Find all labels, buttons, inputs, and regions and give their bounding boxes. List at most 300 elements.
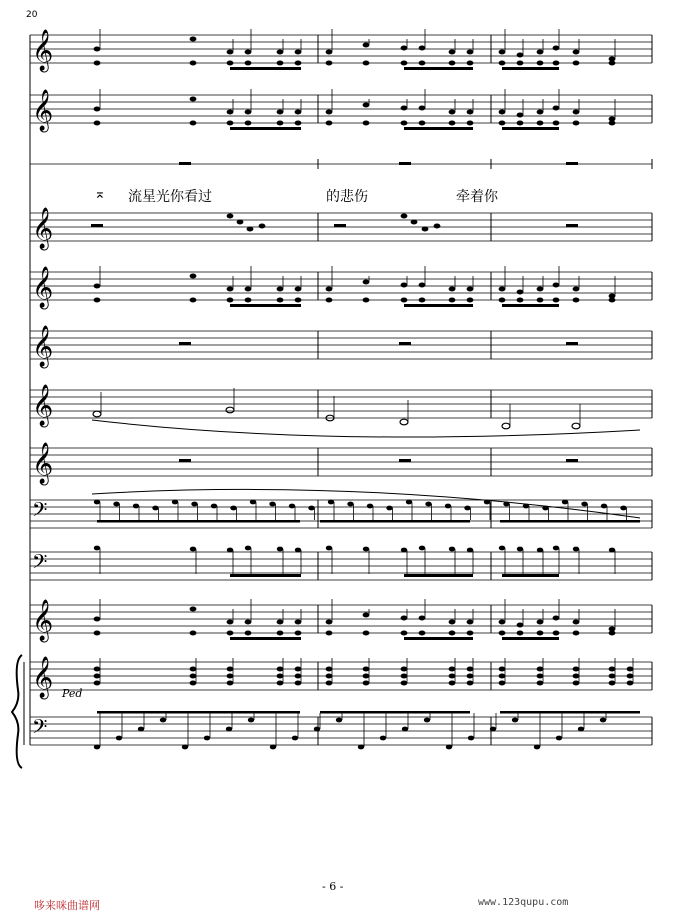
- notehead: [401, 46, 408, 51]
- page-number: - 6 -: [322, 880, 344, 893]
- notehead: [562, 500, 568, 505]
- notehead: [573, 298, 580, 303]
- staff-9: [30, 498, 652, 528]
- beam: [320, 711, 470, 714]
- notehead: [537, 548, 543, 553]
- notehead: [556, 736, 562, 741]
- notehead: [182, 745, 188, 750]
- half-notehead: [226, 407, 234, 413]
- notehead: [401, 667, 408, 672]
- notehead: [468, 736, 474, 741]
- beam: [404, 67, 473, 70]
- notehead: [517, 61, 524, 66]
- notehead: [553, 546, 559, 551]
- notehead: [609, 548, 615, 553]
- notehead: [94, 667, 101, 672]
- notehead: [401, 61, 408, 66]
- notehead: [467, 287, 474, 292]
- staff-6: [30, 325, 652, 368]
- notehead: [367, 504, 373, 509]
- bass-clef: 𝄢: [32, 550, 48, 578]
- notehead: [467, 681, 474, 686]
- notehead: [449, 61, 456, 66]
- bass-clef: 𝄢: [32, 715, 48, 743]
- notehead: [573, 547, 579, 552]
- notehead: [295, 50, 302, 55]
- notehead: [537, 287, 544, 292]
- notehead: [277, 631, 284, 636]
- beam: [230, 637, 301, 640]
- notehead: [609, 681, 616, 686]
- half-notehead: [93, 411, 101, 417]
- notehead: [295, 287, 302, 292]
- notehead: [573, 287, 580, 292]
- notehead: [363, 674, 370, 679]
- beam: [404, 574, 473, 577]
- notehead: [245, 110, 252, 115]
- notehead: [512, 718, 518, 723]
- notehead: [328, 500, 334, 505]
- notehead: [627, 674, 634, 679]
- notehead: [227, 548, 233, 553]
- notehead: [94, 107, 101, 112]
- notehead: [419, 283, 426, 288]
- notehead: [419, 546, 425, 551]
- notehead: [553, 298, 560, 303]
- bass-accomp: [94, 546, 615, 577]
- notehead: [499, 620, 506, 625]
- notehead: [363, 280, 370, 285]
- staff-12: [30, 656, 652, 699]
- treble-clef: 𝄞: [32, 90, 54, 131]
- beam: [97, 520, 300, 523]
- notehead: [295, 681, 302, 686]
- notehead: [160, 718, 166, 723]
- notehead: [245, 287, 252, 292]
- notehead: [190, 681, 197, 686]
- notehead: [245, 61, 252, 66]
- notehead: [573, 631, 580, 636]
- notehead: [226, 727, 232, 732]
- notehead: [227, 298, 234, 303]
- notehead: [467, 61, 474, 66]
- notehead: [537, 298, 544, 303]
- notehead: [553, 616, 560, 621]
- notehead: [295, 674, 302, 679]
- notehead: [537, 674, 544, 679]
- beam: [230, 67, 301, 70]
- beam: [502, 574, 559, 577]
- notehead: [467, 50, 474, 55]
- notehead: [573, 50, 580, 55]
- notehead: [363, 298, 370, 303]
- slur: [92, 420, 640, 437]
- notehead: [363, 667, 370, 672]
- notehead: [190, 674, 197, 679]
- beam: [404, 637, 473, 640]
- notehead: [363, 103, 370, 108]
- notehead: [434, 224, 441, 229]
- notehead: [419, 61, 426, 66]
- notehead: [94, 674, 101, 679]
- notehead: [94, 617, 101, 622]
- notehead: [292, 736, 298, 741]
- breath-mark: ⌅: [94, 186, 106, 202]
- notehead: [230, 506, 236, 511]
- notehead: [534, 745, 540, 750]
- notehead: [363, 121, 370, 126]
- notehead: [419, 631, 426, 636]
- notehead: [609, 667, 616, 672]
- notehead: [537, 681, 544, 686]
- notehead: [517, 113, 524, 118]
- whole-rest: [566, 459, 578, 462]
- notehead: [449, 110, 456, 115]
- notehead: [401, 681, 408, 686]
- notehead: [227, 214, 234, 219]
- notehead: [424, 718, 430, 723]
- notehead: [190, 97, 197, 102]
- bass-melody: [92, 489, 640, 522]
- notehead: [609, 298, 616, 303]
- notehead: [449, 287, 456, 292]
- notehead: [152, 506, 158, 511]
- notehead: [467, 620, 474, 625]
- notehead: [499, 50, 506, 55]
- notehead: [245, 620, 252, 625]
- treble-clef: 𝄞: [32, 208, 54, 249]
- whole-rest: [399, 342, 411, 345]
- beam: [97, 711, 300, 714]
- notehead: [401, 674, 408, 679]
- notehead: [172, 500, 178, 505]
- notehead: [537, 667, 544, 672]
- notehead: [295, 298, 302, 303]
- notehead: [277, 110, 284, 115]
- notehead: [517, 121, 524, 126]
- notehead: [553, 631, 560, 636]
- notehead: [467, 667, 474, 672]
- notehead: [499, 298, 506, 303]
- notehead: [245, 121, 252, 126]
- half-rest: [566, 224, 578, 227]
- notehead: [326, 61, 333, 66]
- treble-clef: 𝄞: [32, 657, 54, 698]
- notehead: [190, 667, 197, 672]
- notehead: [94, 298, 101, 303]
- notehead: [581, 502, 587, 507]
- notehead: [467, 631, 474, 636]
- beam: [502, 67, 559, 70]
- notehead: [277, 547, 283, 552]
- notehead: [499, 681, 506, 686]
- notehead: [94, 681, 101, 686]
- notehead: [467, 298, 474, 303]
- notehead: [380, 736, 386, 741]
- notehead: [517, 623, 524, 628]
- notehead: [247, 227, 254, 232]
- notehead: [248, 718, 254, 723]
- notehead: [308, 506, 314, 511]
- notehead: [422, 227, 429, 232]
- notehead: [609, 121, 616, 126]
- notehead: [499, 546, 505, 551]
- half-rest: [334, 224, 346, 227]
- notehead: [245, 631, 252, 636]
- notehead: [523, 504, 529, 509]
- half-rest: [91, 224, 103, 227]
- notehead: [401, 298, 408, 303]
- notehead: [363, 61, 370, 66]
- notehead: [277, 620, 284, 625]
- notehead: [542, 506, 548, 511]
- notehead: [227, 631, 234, 636]
- notehead: [211, 504, 217, 509]
- notehead: [386, 506, 392, 511]
- notehead: [609, 631, 616, 636]
- notehead: [363, 43, 370, 48]
- beam: [320, 520, 470, 523]
- notehead: [401, 214, 408, 219]
- notehead: [295, 667, 302, 672]
- notehead: [553, 61, 560, 66]
- notehead: [116, 736, 122, 741]
- notehead: [227, 620, 234, 625]
- notehead: [402, 727, 408, 732]
- notehead: [419, 106, 426, 111]
- notehead: [553, 106, 560, 111]
- notehead: [190, 61, 197, 66]
- notehead: [289, 504, 295, 509]
- notehead: [517, 631, 524, 636]
- notehead: [277, 287, 284, 292]
- notehead: [401, 631, 408, 636]
- notehead: [295, 61, 302, 66]
- notehead: [449, 620, 456, 625]
- beam: [502, 637, 559, 640]
- staff-7: [30, 384, 652, 427]
- notehead: [499, 121, 506, 126]
- notehead: [190, 607, 197, 612]
- notehead: [449, 298, 456, 303]
- notehead: [499, 674, 506, 679]
- half-notehead: [400, 419, 408, 425]
- notehead: [401, 283, 408, 288]
- notehead: [419, 298, 426, 303]
- notehead: [503, 502, 509, 507]
- staff-4: [30, 207, 652, 250]
- beam: [500, 520, 640, 523]
- treble-clef: 𝄞: [32, 385, 54, 426]
- notehead: [295, 110, 302, 115]
- notehead: [363, 613, 370, 618]
- whole-rest: [566, 342, 578, 345]
- notehead: [401, 616, 408, 621]
- notehead: [537, 121, 544, 126]
- notehead: [467, 110, 474, 115]
- whole-rest: [179, 459, 191, 462]
- notehead: [600, 718, 606, 723]
- notehead: [445, 504, 451, 509]
- site-watermark: 哆来咪曲谱网: [34, 899, 100, 912]
- notehead: [245, 50, 252, 55]
- notehead: [326, 620, 333, 625]
- notehead: [537, 110, 544, 115]
- notehead: [537, 61, 544, 66]
- measure-number: 20: [26, 10, 38, 20]
- notehead: [94, 500, 100, 505]
- notehead: [490, 727, 496, 732]
- notehead: [573, 674, 580, 679]
- notehead: [449, 681, 456, 686]
- notehead: [573, 667, 580, 672]
- whole-rest: [179, 162, 191, 165]
- notes: [91, 29, 640, 749]
- notehead: [464, 506, 470, 511]
- notehead: [620, 506, 626, 511]
- notehead: [573, 620, 580, 625]
- beam: [404, 127, 473, 130]
- notehead: [94, 61, 101, 66]
- treble-clef: 𝄞: [32, 267, 54, 308]
- notehead: [573, 110, 580, 115]
- notehead: [517, 290, 524, 295]
- whole-rest: [399, 459, 411, 462]
- notehead: [227, 287, 234, 292]
- notehead: [245, 298, 252, 303]
- notehead: [326, 298, 333, 303]
- notehead: [277, 298, 284, 303]
- notehead: [277, 681, 284, 686]
- notehead: [347, 502, 353, 507]
- notehead: [467, 121, 474, 126]
- notehead: [277, 674, 284, 679]
- notehead: [627, 667, 634, 672]
- notehead: [133, 504, 139, 509]
- notehead: [277, 61, 284, 66]
- notehead: [295, 548, 301, 553]
- notehead: [326, 667, 333, 672]
- notehead: [573, 681, 580, 686]
- notehead: [326, 287, 333, 292]
- notehead: [425, 502, 431, 507]
- beam: [500, 711, 640, 714]
- notehead: [190, 37, 197, 42]
- notehead: [94, 745, 100, 750]
- notehead: [537, 50, 544, 55]
- notehead: [411, 220, 418, 225]
- notehead: [94, 47, 101, 52]
- notehead: [609, 61, 616, 66]
- notehead: [227, 50, 234, 55]
- treble-clef: 𝄞: [32, 326, 54, 367]
- beam: [230, 304, 301, 307]
- half-notehead: [502, 423, 510, 429]
- notehead: [190, 547, 196, 552]
- notehead: [419, 616, 426, 621]
- beam: [404, 304, 473, 307]
- notehead: [449, 50, 456, 55]
- notehead: [499, 287, 506, 292]
- notehead: [326, 631, 333, 636]
- notehead: [326, 674, 333, 679]
- notehead: [227, 61, 234, 66]
- notehead: [517, 53, 524, 58]
- notehead: [578, 727, 584, 732]
- notehead: [94, 284, 101, 289]
- notehead: [94, 631, 101, 636]
- beam: [230, 574, 301, 577]
- lyric-1: 流星光你看过: [128, 189, 212, 205]
- treble-clef: 𝄞: [32, 30, 54, 71]
- beam: [502, 127, 559, 130]
- notehead: [449, 674, 456, 679]
- whole-rest: [399, 162, 411, 165]
- pedal-mark: Ped: [62, 687, 83, 700]
- notehead: [227, 667, 234, 672]
- notehead: [326, 50, 333, 55]
- treble-clef: 𝄞: [32, 600, 54, 641]
- notehead: [573, 61, 580, 66]
- notehead: [237, 220, 244, 225]
- notehead: [553, 46, 560, 51]
- notehead: [449, 631, 456, 636]
- notehead: [336, 718, 342, 723]
- notehead: [94, 121, 101, 126]
- notehead: [484, 500, 490, 505]
- notehead: [401, 106, 408, 111]
- melody-notes: [91, 214, 578, 232]
- notehead: [449, 121, 456, 126]
- notehead: [250, 500, 256, 505]
- notehead: [363, 547, 369, 552]
- notehead: [314, 727, 320, 732]
- notehead: [277, 667, 284, 672]
- notehead: [517, 298, 524, 303]
- whole-rest: [179, 342, 191, 345]
- staff-3: [30, 159, 652, 169]
- whole-rest: [566, 162, 578, 165]
- notehead: [227, 110, 234, 115]
- notehead: [449, 547, 455, 552]
- notehead: [499, 667, 506, 672]
- notehead: [467, 674, 474, 679]
- notehead: [227, 674, 234, 679]
- notehead: [326, 110, 333, 115]
- lyric-2: 的悲伤: [326, 189, 368, 205]
- half-notes: [92, 388, 640, 437]
- lyric-3: 牵着你: [456, 189, 498, 205]
- notehead: [419, 121, 426, 126]
- treble-clef: 𝄞: [32, 443, 54, 484]
- notehead: [601, 504, 607, 509]
- notehead: [401, 548, 407, 553]
- notehead: [138, 727, 144, 732]
- notehead: [627, 681, 634, 686]
- notehead: [553, 283, 560, 288]
- notehead: [227, 121, 234, 126]
- notehead: [363, 681, 370, 686]
- notehead: [406, 500, 412, 505]
- notehead: [358, 745, 364, 750]
- notehead: [191, 502, 197, 507]
- notehead: [573, 121, 580, 126]
- half-notehead: [572, 423, 580, 429]
- piano-brace: [12, 655, 22, 768]
- notehead: [259, 224, 266, 229]
- notehead: [326, 121, 333, 126]
- notehead: [446, 745, 452, 750]
